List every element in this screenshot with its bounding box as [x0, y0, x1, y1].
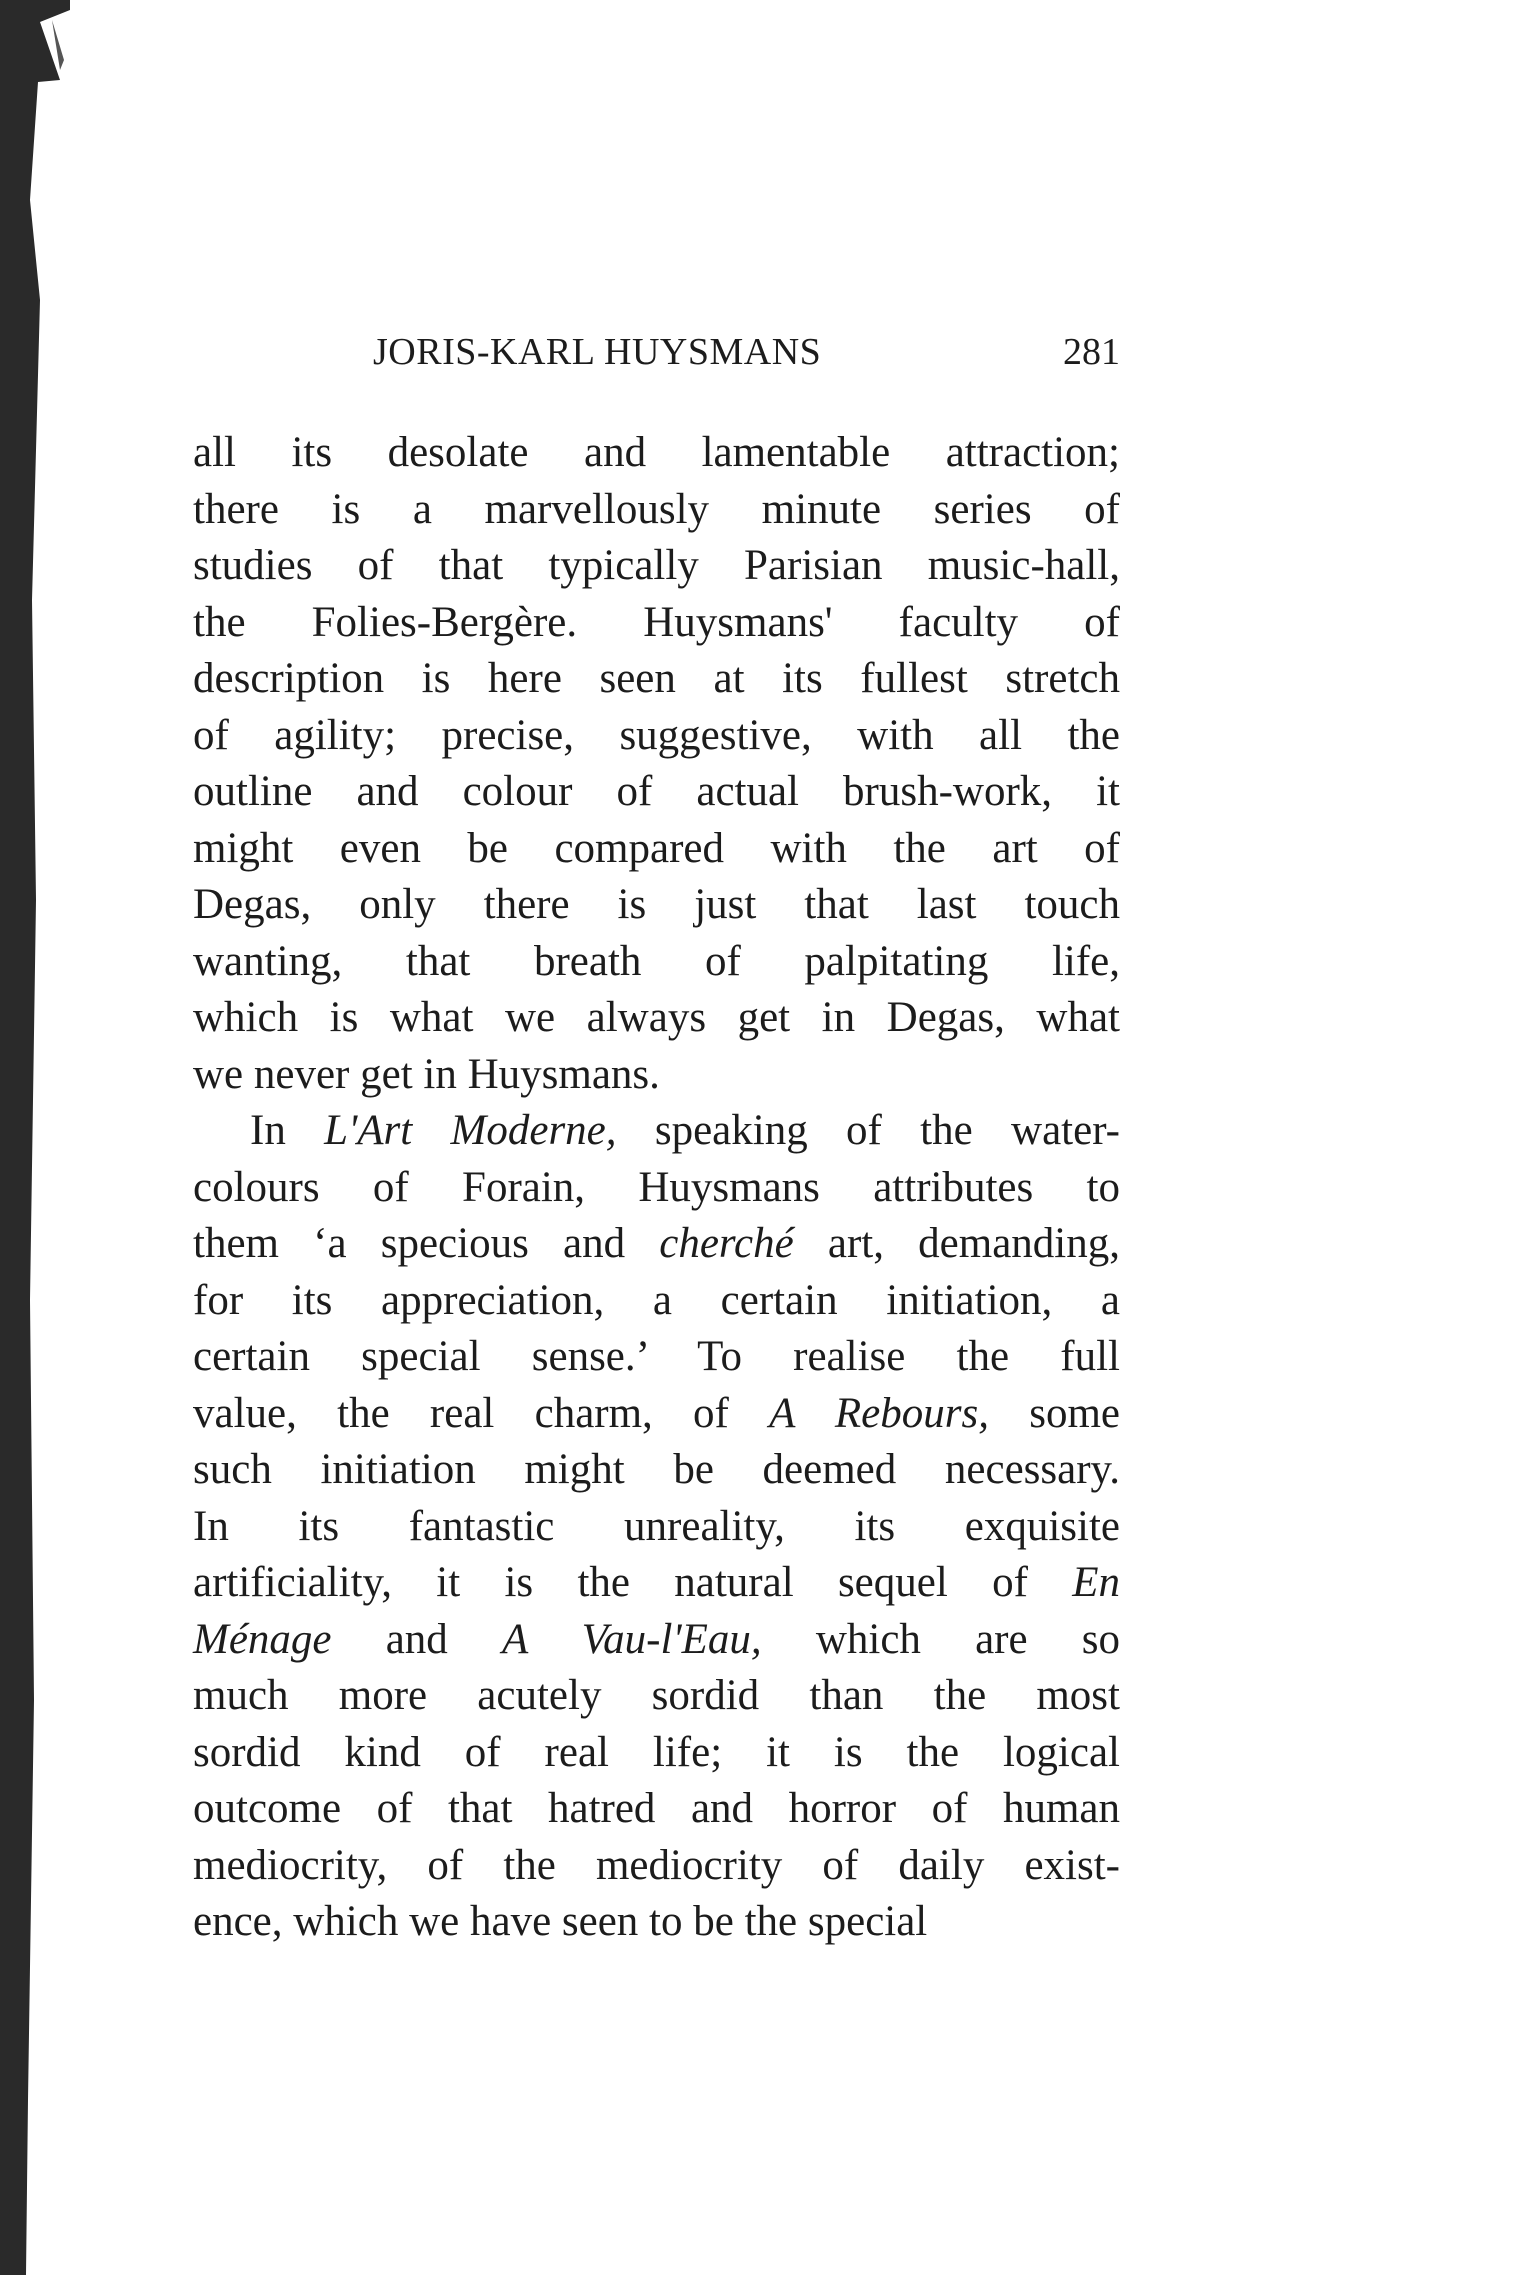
page-number: 281 [1063, 331, 1120, 373]
text-line [193, 1668, 1120, 1725]
text-line [193, 990, 1120, 1047]
text-run: certain special sense.’ To realise the full [193, 1333, 1120, 1380]
text-line [193, 1160, 1120, 1217]
text-run: wanting, that breath of palpitating life, [193, 937, 1120, 985]
text-run: studies of that typically Parisian music-hall, [193, 542, 1120, 589]
text-line [193, 425, 1120, 482]
text-run: description is here seen at its fullest stretch [193, 655, 1120, 702]
text-run: we never get in Huysmans. [193, 1050, 660, 1098]
text-line [193, 1386, 1120, 1443]
text-line [193, 1725, 1120, 1782]
text-line [193, 708, 1120, 765]
italic-text: cherché [659, 1220, 794, 1267]
text-line [193, 1216, 1120, 1273]
text-run: mediocrity, of the mediocrity of daily exist- [193, 1841, 1120, 1889]
text-run: ence, which we have seen to be the special [193, 1898, 928, 1945]
text-run: outline and colour of actual brush-work, it [193, 768, 1120, 815]
text-line [193, 1555, 1120, 1612]
text-run: there is a marvellously minute series of [193, 485, 1120, 533]
italic-text: En [1072, 1559, 1120, 1606]
text-run: them ‘a specious and [193, 1220, 660, 1267]
italic-text: Ménage [193, 1615, 332, 1663]
text-line [193, 1838, 1120, 1895]
text-run: for its appreciation, a certain initiation, a [193, 1276, 1120, 1324]
text-run: all its desolate and lamentable attraction; [193, 429, 1120, 476]
text-run: some [988, 1389, 1120, 1437]
text-run: such initiation might be deemed necessary. [193, 1446, 1120, 1493]
text-line [193, 482, 1120, 539]
text-run: speaking of the water- [616, 1107, 1120, 1154]
text-run: which is what we always get in Degas, what [193, 994, 1120, 1041]
text-line [193, 1499, 1120, 1556]
text-line [193, 1442, 1120, 1499]
text-run: In [250, 1107, 325, 1154]
page-header [373, 330, 1120, 390]
text-run: might even be compared with the art of [193, 824, 1120, 872]
body-text [193, 425, 1120, 1951]
text-run: artificiality, it is the natural sequel of [193, 1559, 1073, 1606]
text-line [193, 651, 1120, 708]
text-line [193, 764, 1120, 821]
italic-text: A Vau-l'Eau, [501, 1615, 762, 1663]
text-run: much more acutely sordid than the most [193, 1672, 1120, 1719]
running-title: JORIS-KARL HUYSMANS [373, 331, 822, 373]
text-run: of agility; precise, suggestive, with all the [193, 711, 1120, 759]
text-run: and [331, 1615, 502, 1663]
text-run: In its fantastic unreality, its exquisite [193, 1502, 1120, 1550]
text-line [193, 1047, 1120, 1104]
text-line [193, 934, 1120, 991]
binding-edge-shadow [0, 0, 70, 2275]
text-run: art, demanding, [793, 1220, 1120, 1267]
text-line [193, 1103, 1120, 1160]
text-line [193, 877, 1120, 934]
text-run: value, the real charm, of [193, 1389, 770, 1437]
text-run: colours of Forain, Huysmans attributes to [193, 1163, 1120, 1211]
text-line [193, 1894, 1120, 1951]
text-line [193, 1781, 1120, 1838]
italic-text: L'Art Moderne, [324, 1107, 617, 1154]
text-line [193, 1329, 1120, 1386]
text-line [193, 821, 1120, 878]
text-line [193, 1273, 1120, 1330]
text-line [193, 1612, 1120, 1669]
text-line [193, 538, 1120, 595]
text-run: sordid kind of real life; it is the logical [193, 1728, 1120, 1776]
text-run: Degas, only there is just that last touch [193, 881, 1120, 928]
text-run: which are so [761, 1615, 1120, 1663]
text-run: the Folies-Bergère. Huysmans' faculty of [193, 598, 1120, 646]
text-line [193, 595, 1120, 652]
italic-text: A Rebours, [769, 1389, 989, 1437]
text-run: outcome of that hatred and horror of human [193, 1785, 1120, 1832]
